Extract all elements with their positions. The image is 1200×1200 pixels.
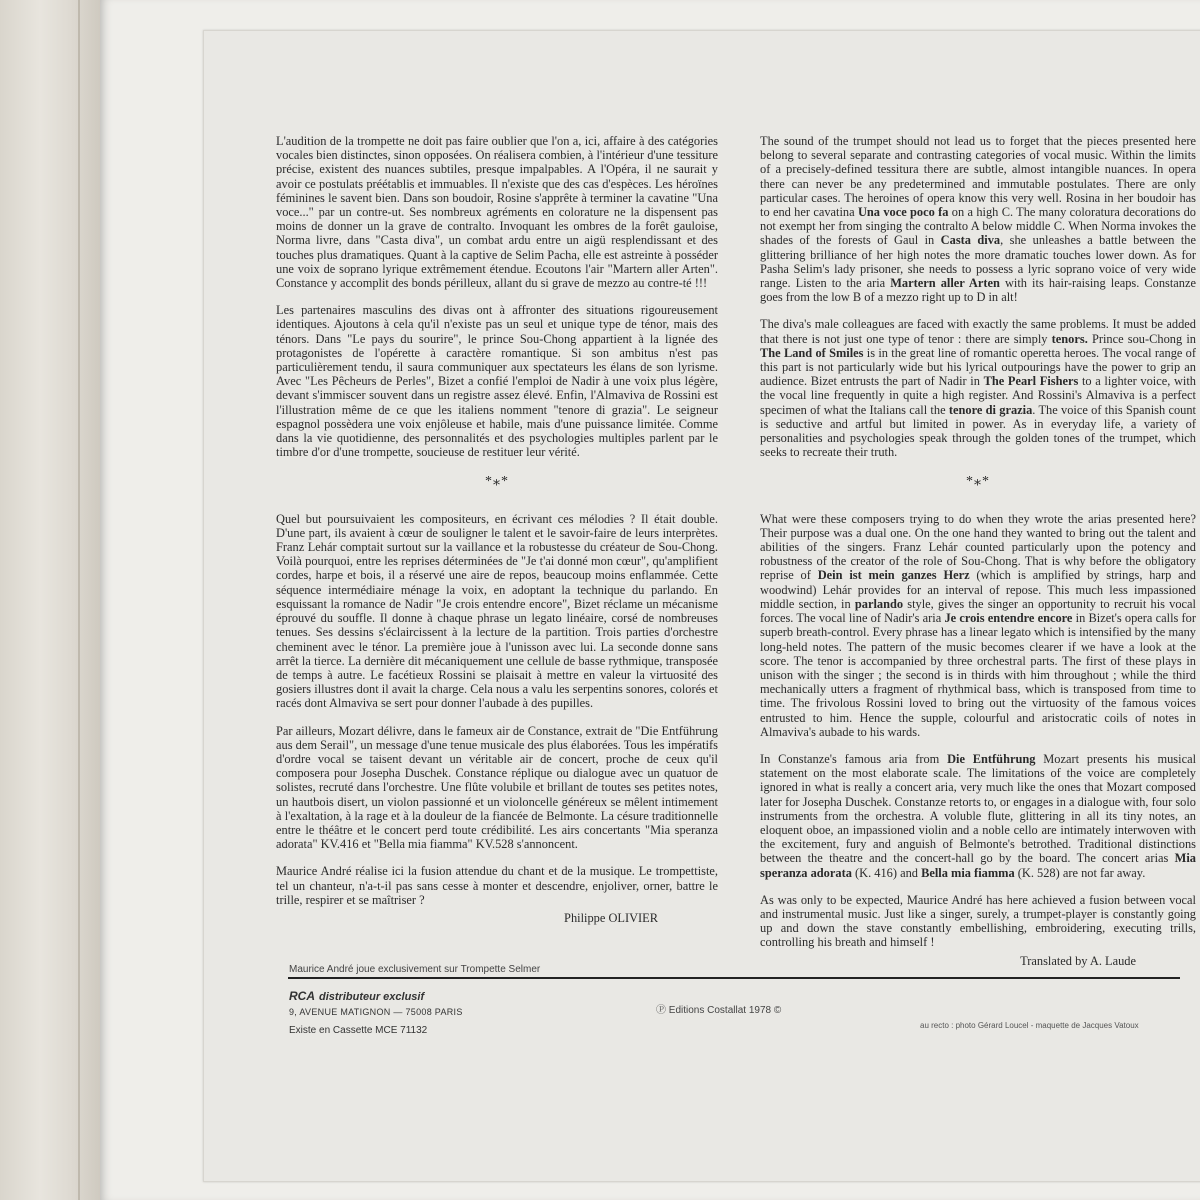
english-paragraph-5: As was only to be expected, Maurice André has here achieved a fusion between vocal and instrumental music. Just like a singer, surely, a trumpet-player is constantly going up and down the stave constantly embellishing, embroidering, executing trills, controlling his breath and himself ! (760, 892, 1196, 950)
english-column (760, 134, 1196, 968)
french-paragraph-4: Par ailleurs, Mozart délivre, dans le fameux air de Constance, extrait de "Die Entführung aus dem Serail", un message d'une tenue musicale des plus élaborées. Tous les impératifs d'ordre vocal se taisent devant un véritable air de concert, proche de ceux qu'il composera pour Josepha Duschek. Constance réplique ou dialogue avec un quatuor de solistes, recruté dans l'orchestre. Une flûte volubile et brillant de toutes ses petites notes, un hautbois disert, un violon passionné et un violoncelle généreux se mêlent intimement à l'exaltation, à la rage et à la douleur de la fiancée de Belmonte. La césure traditionnelle entre le théâtre et le concert perd toute crédibilité. Les airs concertants "Mia speranza adorata" KV.416 et "Bella mia fiamma" KV.528 s'annoncent. (276, 723, 718, 852)
english-paragraph-3: What were these composers trying to do when they wrote the arias presented here? Their purpose was a dual one. On the one hand they wanted to bring out the talent and abilities of the singers. Franz Lehár counted particularly upon the potency and robustness of the creator of the role of Sou-Chong. That is why before the obligatory reprise of Dein ist mein ganzes Herz (which is amplified by strings, harp and woodwind) Lehár provides for an interval of repose. This much less impassioned middle section, in parlando style, gives the singer an opportunity to recruit his vocal forces. The vocal line of Nadir's aria Je crois entendre encore in Bizet's opera calls for superb breath-control. Every phrase has a linear legato which is intensified by the many long-held notes. The pattern of the music becomes clearer if we have a look at the score. The tenor is accompanied by three orchestral parts. The first of these plays in unison with the singer ; the second is in thirds with him throughout ; while the third mechanically utters a fragment of rhythmical bass, which is transposed from time to time. The frivolous Rossini loved to bring out the virtuosity of the famous voices entrusted to him. Hence the supple, colourful and aristocratic coils of notes in Almaviva's aubade to his wards. (760, 511, 1196, 739)
photo-credits: au recto : photo Gérard Loucel - maquette de Jacques Vatoux (920, 1021, 1139, 1030)
english-paragraph-2: The diva's male colleagues are faced with exactly the same problems. It must be added that there is not just one type of tenor : there are simply tenors. Prince sou-Chong in The Land of Smiles is in the great line of romantic operetta heroes. The vocal range of this part is not particularly wide but his lyrical outpourings have the power to grip an audience. Bizet entrusts the part of Nadir in The Pearl Fishers to a lighter voice, with the vocal line frequently in quite a high register. And Rossini's Almaviva is a perfect specimen of what the Italians call the tenore di grazia. The voice of this Spanish count is seductive and artful but limited in power. As in everyday life, a variety of personalities and psychologies speak through the golden tones of the trumpet, which seeks to recreate their truth. (760, 317, 1197, 460)
english-paragraph-4: In Constanze's famous aria from Die Entführung Mozart presents his musical statement on the most elaborate scale. The limitations of the voice are completely ignored in what is really a concert aria, very much like the ones that Mozart composed later for Josepha Duschek. Constanze retorts to, or engages in a dialogue with, four solo instruments from the orchestra. A voluble flute, glittering in all its tiny notes, an eloquent oboe, an impassioned violin and a noble cello are intimately interwoven with the excitement, fury and anguish of Belmonte's betrothed. Traditional distinctions between the theatre and the concert-hall go by the board. The concert arias Mia speranza adorata (K. 416) and Bella mia fiamma (K. 528) are not far away. (760, 751, 1197, 880)
liner-notes-page (203, 30, 1200, 1182)
section-separator: *⁎* (485, 474, 509, 490)
distributor-address: 9, AVENUE MATIGNON — 75008 PARIS (289, 1007, 463, 1017)
copyright-line: Ⓟ Editions Costallat 1978 © (656, 1005, 782, 1016)
footer-rule (288, 977, 1180, 979)
gatefold-spine (0, 0, 100, 1200)
french-paragraph-2: Les partenaires masculins des divas ont à affronter des situations rigoureusement identiques. Ajoutons à cela qu'il n'existe pas un seul et unique type de ténor, mais des ténors. Dans "Le pays du sourire", le prince Sou-Chong appartient à la lignée des protagonistes de l'opérette à caractère romantique. Si son ambitus n'est pas particulièrement tendu, il saura communiquer aux spectateurs les élans de son lyrisme. Avec "Les Pêcheurs de Perles", Bizet a confié l'emploi de Nadir à une voix plus légère, devant s'immiscer souvent dans un registre assez élevé. Enfin, l'Almaviva de Rossini est l'illustration même de ce que les italiens nomment "tenore di grazia". Le seigneur espagnol possèdera une voix enjôleuse et habile, mais d'une puissance limitée. Comme dans la vie quotidienne, des personnalités et des psychologies multiples parlent par le timbre d'or d'une trompette, soucieuse de restituer leur vérité. (276, 303, 718, 460)
distributor-label: distributeur exclusif (319, 991, 425, 1003)
translator-signature: Translated by A. Laude (1020, 953, 1136, 968)
french-column (276, 134, 718, 925)
spine-fold-line (78, 0, 80, 1200)
album-sheet (100, 0, 1200, 1200)
english-paragraph-1: The sound of the trumpet should not lead us to forget that the pieces presented here belong to several separate and contrasting categories of vocal music. Within the limits of a precisely-defined tessitura there are subtle, almost intangible nuances. In opera there can never be any predetermined and immutable postulates. There are only particular cases. The heroines of opera know this very well. Rosina in her boudoir has to end her cavatina Una voce poco fa on a high C. The many coloratura decorations do not exempt her from singing the contralto A below middle C. When Norma invokes the shades of the forests of Gaul in Casta diva, she unleashes a battle between the glittering brilliance of her high notes the more dramatic touches lower down. As for Pasha Selim's lady prisoner, she needs to possess a lyric soprano voice of very wide range. Listen to the aria Martern aller Arten with its hair-raising leaps. Constanze goes from the low B of a mezzo right up to D in alt! (760, 134, 1197, 305)
selmer-note: Maurice André joue exclusivement sur Trompette Selmer (289, 964, 541, 975)
french-paragraph-5: Maurice André réalise ici la fusion attendue du chant et de la musique. Le trompettiste, tel un chanteur, n'a-t-il pas sans cesse à monter et descendre, enjoliver, orner, battre le trille, respirer et se maîtriser ? (276, 864, 718, 907)
french-paragraph-1: L'audition de la trompette ne doit pas faire oublier que l'on a, ici, affaire à des catégories vocales bien distinctes, sinon opposées. On réalisera combien, à l'intérieur d'une tessiture précise, existent des nuances subtiles, presque impalpables. A l'Opéra, il ne saurait y avoir ce postulats préétablis et immuables. Il n'existe que des cas d'espèces. Les héroïnes féminines le savent bien. Dans son boudoir, Rosine s'apprête à terminer la cavatine "Una voce..." par un contre-ut. Ses nombreux agréments en colorature ne la dispensent pas moins de donner un la grave de contralto. Invoquant les ombres de la forêt gauloise, Norma livre, dans "Casta diva", un combat ardu entre un aigü resplendissant et des touches plus dramatiques. Quant à la captive de Selim Pacha, elle est astreinte à posséder une voix de soprano lyrique extrêmement étendue. Ecoutons l'air "Martern aller Arten". Constance y accomplit des bonds périlleux, allant du si grave de mezzo au contre-té !!! (276, 134, 718, 291)
rca-logo: RCA (289, 989, 315, 1003)
french-paragraph-3: Quel but poursuivaient les compositeurs, en écrivant ces mélodies ? Il était double. D'une part, ils avaient à cœur de souligner le talent et le savoir-faire de leurs interprètes. Franz Lehár comptait surtout sur la vaillance et la robustesse du créateur de Sou-Chong. Voilà pourquoi, entre les reprises déterminées de "Je t'ai donné mon cœur", qu'amplifient cordes, harpe et bois, il a réservé une aire de repos, beaucoup moins enflammée. Cette séquence intermédiaire ménage la voix, en adoptant la technique du parlando. En esquissant la romance de Nadir "Je crois entendre encore", Bizet réclame un mécanisme éprouvé du souffle. Il donne à chaque phrase un legato linéaire, corsé de nombreuses tenues. Ses dessins s'éclaircissent à la lecture de la partition. Trois parties d'orchestre cheminent avec le ténor. La première joue à l'unisson avec lui. La seconde donne sans arrêt la tierce. La dernière dit mécaniquement une cellule de basse rythmique, transposée de temps à autre. Le facétieux Rossini se plaisait à mettre en valeur la virtuosité des gosiers illustres dont il avait la charge. Cela nous a valu les serpentins sonores, colorés et racés dont Almaviva se sert pour donner l'aubade à des pupilles. (276, 511, 718, 711)
section-separator: *⁎* (966, 474, 990, 490)
cassette-note: Existe en Cassette MCE 71132 (289, 1025, 428, 1036)
author-signature: Philippe OLIVIER (564, 910, 658, 925)
distributor-block (289, 987, 463, 1036)
